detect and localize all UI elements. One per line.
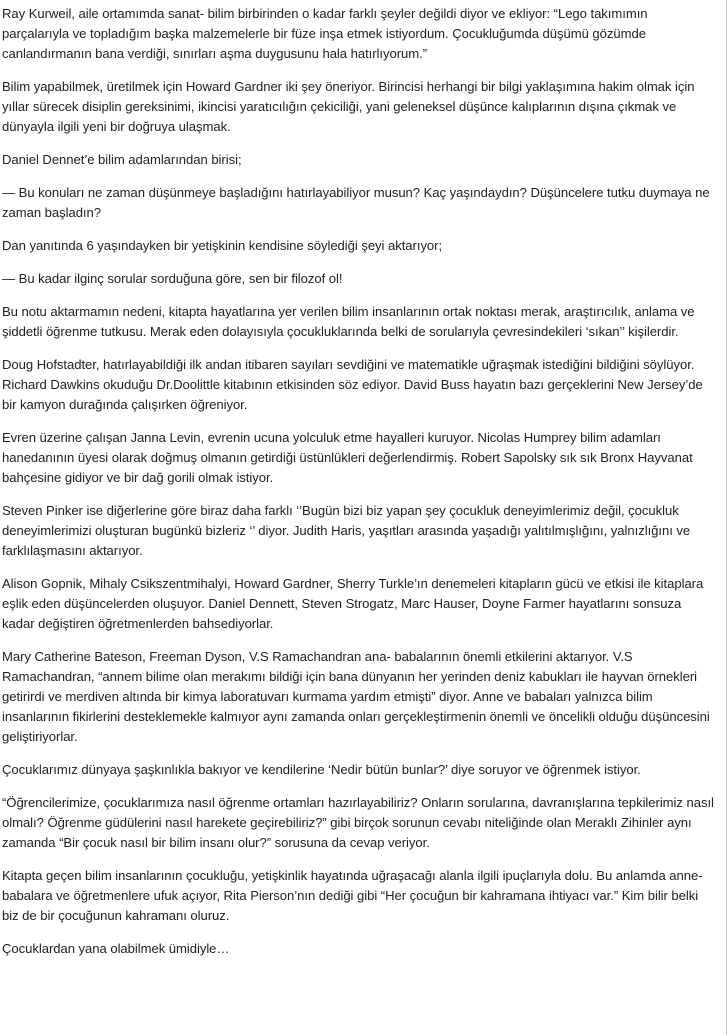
paragraph-learning-questions: “Öğrencilerimize, çocuklarımıza nasıl öğrenme ortamları hazırlayabiliriz? Onların sorularına, davranışlarına tepkilerimiz nasıl olmalı? Öğrenme güdülerini nasıl harekete geçirebiliriz?” gibi birçok sorunun cevabı niteliğinde olan Meraklı Zihinler aynı zamanda “Bir çocuk nasıl bir bilim insanı olur?” sorusuna da cevap veriyor. <box>2 795 714 850</box>
paragraph-alison-gopnik: Alison Gopnik, Mihaly Csikszentmihalyi, Howard Gardner, Sherry Turkle’ın denemeleri kitapların gücü ve etkisi ile kitaplara eşlik eden düşüncelerden oluşuyor. Daniel Dennett, Steven Strogatz, Marc Hauser, Doyne Farmer hayatlarını sonsuza kadar değiştiren öğretmenlerden bahsediyorlar. <box>2 576 704 631</box>
paragraph-steven-pinker: Steven Pinker ise diğerlerine göre biraz daha farklı ‘’Bugün bizi biz yapan şey çocukluk deneyimlerimiz değil, çocukluk deneyimlerimizi oluşturan bugünkü bizleriz ‘’ diyor. Judith Haris, yaşıtları arasında yaşadığı yalıtılmışlığını, yalnızlığını ve farklılaşmasını aktarıyor. <box>2 503 691 558</box>
paragraph-dan-answer-intro: Dan yanıtında 6 yaşındayken bir yetişkinin kendisine söylediği şeyi aktarıyor; <box>2 238 443 253</box>
paragraph-hofstadter: Doug Hofstadter, hatırlayabildiği ilk andan itibaren sayıları sevdiğini ve matematikle uğraşmak istediğini bildiğini söylüyor. Richard Dawkins okuduğu Dr.Doolittle kitabının etkisinden söz ediyor. David Buss hayatın bazı gerçeklerini New Jersey’de bir kamyon durağında çalışırken öğreniyor. <box>2 357 703 412</box>
paragraph-daniel-dennet-intro: Daniel Dennet’e bilim adamlarından birisi; <box>2 152 242 167</box>
paragraph-reason: Bu notu aktarmamın nedeni, kitapta hayatlarına yer verilen bilim insanlarının ortak noktası merak, araştırıcılık, anlama ve şiddetli öğrenme tutkusu. Merak eden dolayısıyla çocukluklarında belki de sorularıyla çevresindekileri ‘sıkan’’ kişilerdir. <box>2 304 695 339</box>
paragraph-question: — Bu konuları ne zaman düşünmeye başladığını hatırlayabiliyor musun? Kaç yaşındaydın? Düşüncelere tutku duymaya ne zaman başladın? <box>2 185 710 220</box>
paragraph-book-summary: Kitapta geçen bilim insanlarının çocukluğu, yetişkinlik hayatında uğraşacağı alanla ilgili ipuçlarıyla dolu. Bu anlamda anne-babalara ve öğretmenlere ufuk açıyor, Rita Pierson’nın dediği gibi “Her çocuğun bir kahramana ihtiyacı var.” Kim bilir belki biz de bir çocuğunun kahramanı oluruz. <box>2 868 703 923</box>
paragraph-closing: Çocuklardan yana olabilmek ümidiyle… <box>2 941 230 956</box>
paragraph-howard-gardner: Bilim yapabilmek, üretilmek için Howard Gardner iki şey öneriyor. Birincisi herhangi bir bilgi yaklaşımına hakim olmak için yıllar sürecek disiplin gereksinimi, ikincisi yaratıcılığın çekiciliği, yani geleneksel düşünce kalıplarının dışına çıkmak ve dünyayla ilgili yeni bir doğruya ulaşmak. <box>2 79 695 134</box>
paragraph-ray-kurweil: Ray Kurweil, aile ortamımda sanat- bilim birbirinden o kadar farklı şeyler değildi diyor ve ekliyor: “Lego takımımın parçalarıyla ve topladığım başka malzemelerle bir füze inşa etmek istiyordum. Çocukluğumda düşümü gözümde canlandırmanın bana verdiği, sınırları aşma duygusunu hala hatırlıyorum.” <box>2 6 648 61</box>
paragraph-children-wonder: Çocuklarımız dünyaya şaşkınlıkla bakıyor ve kendilerine ‘Nedir bütün bunlar?’ diye soruyor ve öğrenmek istiyor. <box>2 762 641 777</box>
paragraph-mary-bateson: Mary Catherine Bateson, Freeman Dyson, V.S Ramachandran ana- babalarının önemli etkilerini aktarıyor. V.S Ramachandran, “annem bilime olan merakımı bildiği için bana dünyanın her yerinden deniz kabukları ile hayvan örnekleri getirirdi ve merdiven altında bir kimya laboratuvarı kurmama yardım etmişti” diyor. Anne ve babaları yalnızca bilim insanlarının fikirlerini desteklemekle kalmıyor aynı zamanda onları gerçekleştirmenin önemli ve öncelikli olduğu düşüncesini geliştiriyorlar. <box>2 649 710 744</box>
paragraph-janna-levin: Evren üzerine çalışan Janna Levin, evrenin ucuna yolculuk etme hayalleri kuruyor. Nicolas Humprey bilim adamları hanedanının üyesi olarak doğmuş olmanın getirdiği üstünlükleri değerlendirmiş. Robert Sapolsky sık sık Bronx Hayvanat bahçesine gidiyor ve bir dağ gorili olmak istiyor. <box>2 430 693 485</box>
document-body <box>2 4 714 972</box>
paragraph-philosopher-quote: — Bu kadar ilginç sorular sorduğuna göre, sen bir filozof ol! <box>2 271 343 286</box>
